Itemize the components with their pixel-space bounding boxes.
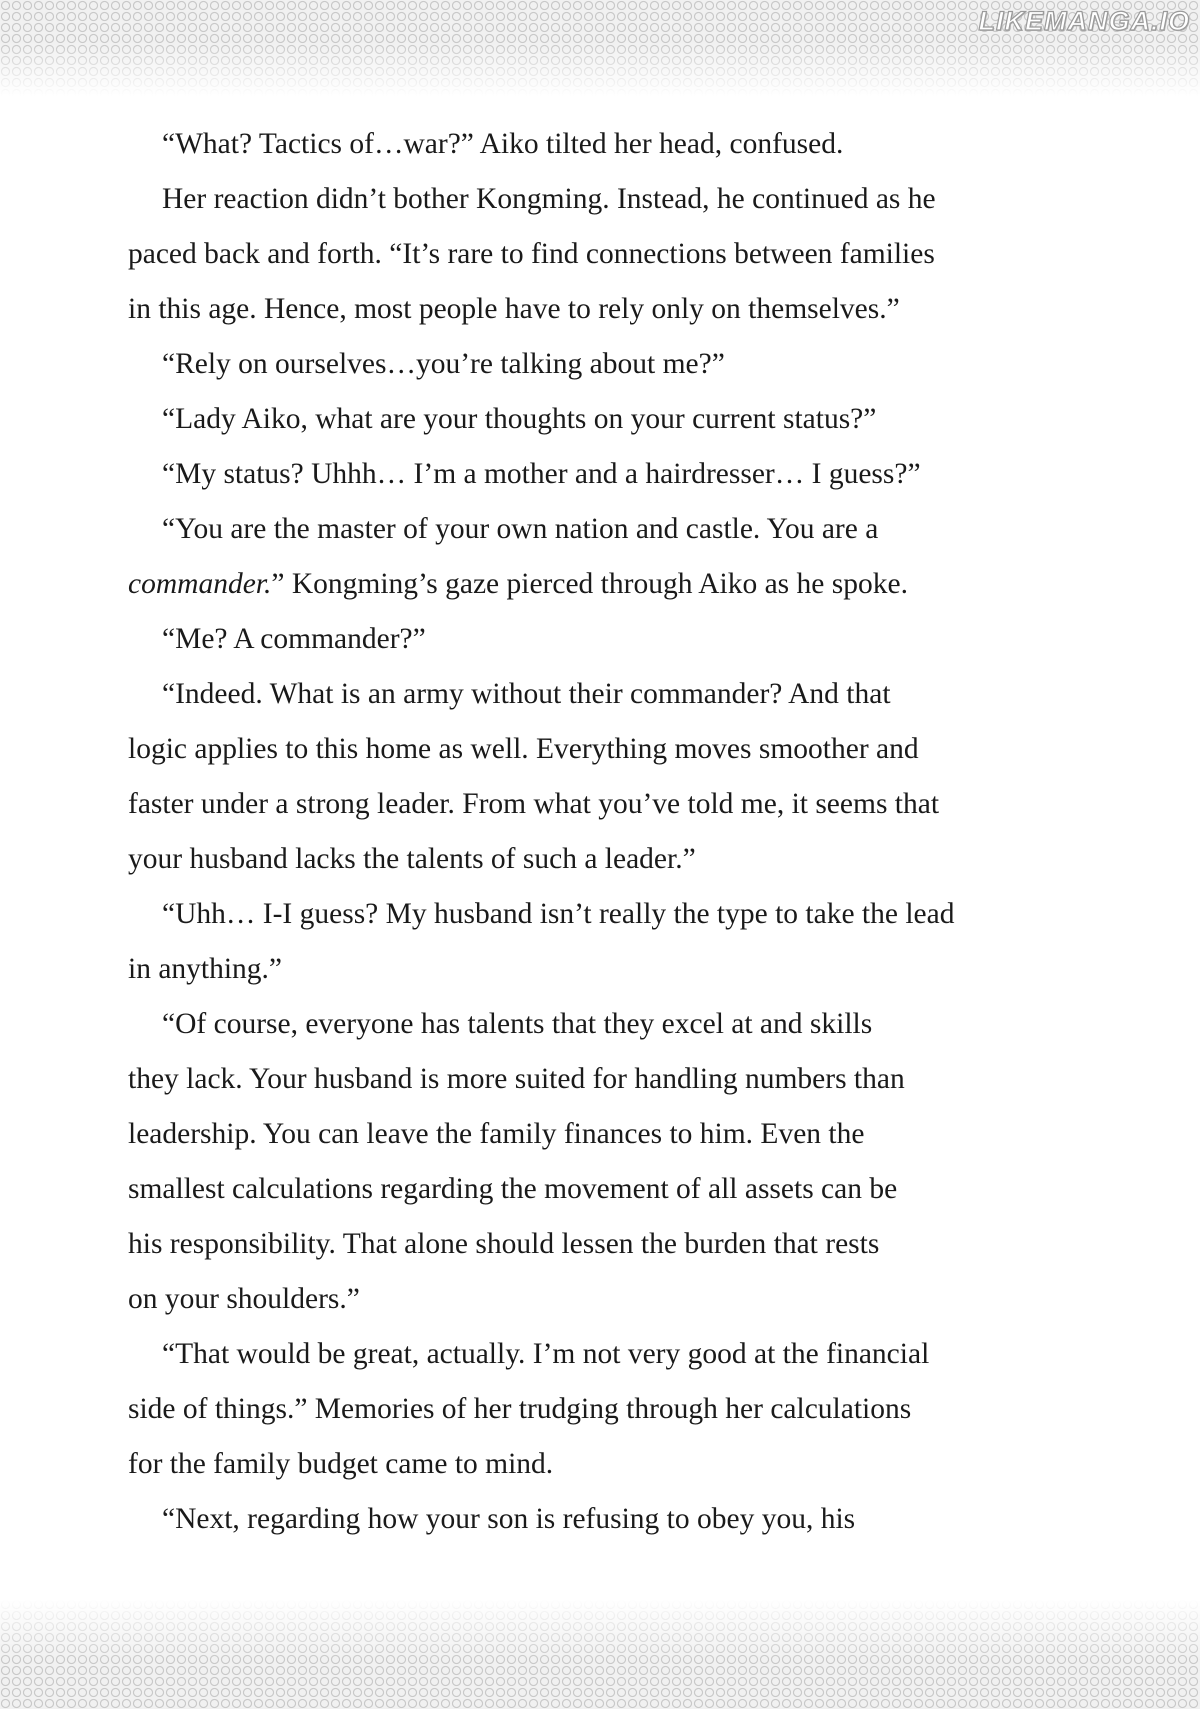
text-line: “My status? Uhhh… I’m a mother and a hairdresser… I guess?” bbox=[162, 458, 921, 490]
text-line: faster under a strong leader. From what you’ve told me, it seems that bbox=[128, 788, 940, 820]
text-line: they lack. Your husband is more suited for handling numbers than bbox=[128, 1063, 905, 1095]
text-line: your husband lacks the talents of such a leader.” bbox=[128, 843, 696, 875]
text-line-rest: ” Kongming’s gaze pierced through Aiko as he spoke. bbox=[271, 568, 908, 600]
text-line: “Lady Aiko, what are your thoughts on your current status?” bbox=[162, 403, 877, 435]
text-line: “You are the master of your own nation and castle. You are a bbox=[162, 513, 879, 545]
text-line: on your shoulders.” bbox=[128, 1283, 360, 1315]
page-text-block bbox=[128, 117, 1128, 1547]
text-line: “Me? A commander?” bbox=[162, 623, 426, 655]
text-line: leadership. You can leave the family finances to him. Even the bbox=[128, 1118, 865, 1150]
text-line: “Next, regarding how your son is refusing to obey you, his bbox=[162, 1503, 856, 1535]
italic-emphasis: commander. bbox=[128, 568, 272, 600]
text-line bbox=[128, 557, 1128, 612]
text-line: “Rely on ourselves…you’re talking about me?” bbox=[162, 348, 725, 380]
text-line: smallest calculations regarding the movement of all assets can be bbox=[128, 1173, 898, 1205]
bottom-decorative-band bbox=[0, 1599, 1200, 1709]
text-line: “That would be great, actually. I’m not very good at the financial bbox=[162, 1338, 930, 1370]
text-line: “Indeed. What is an army without their commander? And that bbox=[162, 678, 891, 710]
text-line: paced back and forth. “It’s rare to find connections between families bbox=[128, 238, 935, 270]
text-line: logic applies to this home as well. Everything moves smoother and bbox=[128, 733, 919, 765]
text-line: “Of course, everyone has talents that they excel at and skills bbox=[162, 1008, 873, 1040]
text-line: his responsibility. That alone should lessen the burden that rests bbox=[128, 1228, 880, 1260]
text-line: in this age. Hence, most people have to rely only on themselves.” bbox=[128, 293, 900, 325]
text-line: in anything.” bbox=[128, 953, 283, 985]
text-line: for the family budget came to mind. bbox=[128, 1448, 554, 1480]
watermark: LIKEMANGA.IO bbox=[978, 6, 1190, 36]
text-line: side of things.” Memories of her trudging through her calculations bbox=[128, 1393, 912, 1425]
text-line: Her reaction didn’t bother Kongming. Instead, he continued as he bbox=[162, 183, 936, 215]
text-line: “What? Tactics of…war?” Aiko tilted her head, confused. bbox=[162, 128, 844, 160]
text-line: “Uhh… I-I guess? My husband isn’t really the type to take the lead bbox=[162, 898, 955, 930]
